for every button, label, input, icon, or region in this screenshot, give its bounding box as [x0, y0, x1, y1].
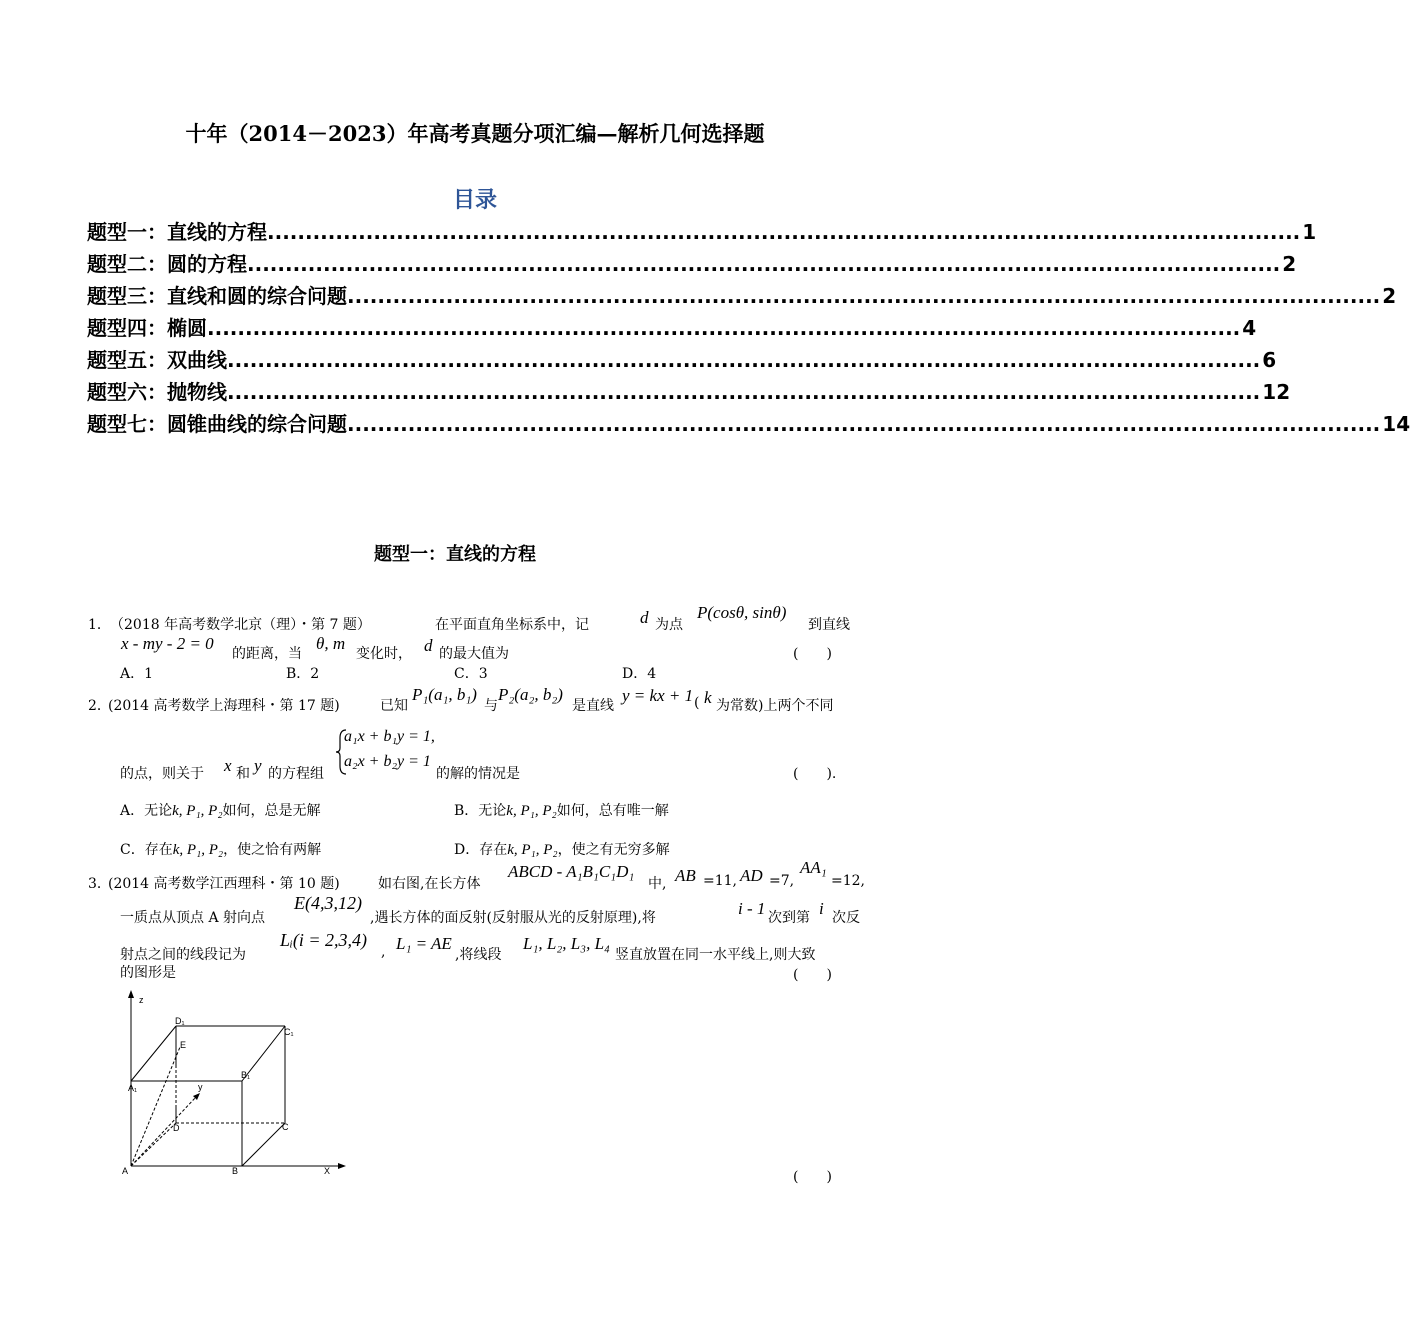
toc-label: 题型三：直线和圆的综合问题	[87, 284, 347, 308]
answer-blank: ( )	[793, 646, 832, 662]
option-label: D．	[622, 666, 648, 682]
toc-label: 题型七：圆锥曲线的综合问题	[87, 412, 347, 436]
question-text: 已知	[380, 698, 408, 714]
label-d: D	[173, 1123, 180, 1133]
question-text: 如右图,在长方体	[378, 876, 481, 892]
option-a[interactable]	[120, 800, 321, 820]
option-label: C．	[454, 666, 479, 682]
label-x: X	[324, 1166, 331, 1176]
math-vars: θ, m	[316, 634, 346, 653]
question-text: 的点，则关于	[120, 766, 204, 782]
answer-blank: ( ).	[793, 766, 837, 782]
math-box: ABCD - A₁B₁C₁D₁	[508, 862, 635, 881]
question-text: (	[694, 695, 700, 711]
question-number: 2．	[88, 698, 111, 714]
math-var: AA₁	[800, 858, 827, 877]
label-e: E	[180, 1040, 187, 1050]
toc-page: 2	[1282, 252, 1297, 276]
ray-a-e	[131, 1047, 180, 1166]
y-axis	[131, 1097, 196, 1166]
option-text: 无论	[144, 803, 173, 819]
option-label: B．	[286, 666, 311, 682]
option-text: 如何，总有唯一解	[556, 803, 669, 819]
question-source: (2014 高考数学上海理科・第 17 题)	[108, 698, 340, 714]
math-point: E(4,3,12)	[294, 893, 362, 913]
question-text: =12,	[831, 873, 865, 889]
toc-item[interactable]	[87, 408, 1410, 440]
math-var: d	[424, 636, 433, 655]
toc-label: 题型二：圆的方程	[87, 252, 247, 276]
toc-item[interactable]	[87, 216, 1317, 248]
label-d1: D₁	[175, 1016, 185, 1026]
option-label: C．	[120, 842, 145, 858]
option-a[interactable]	[120, 663, 153, 683]
option-value: 2	[310, 666, 320, 682]
x-axis-arrow	[338, 1163, 346, 1169]
toc-label: 题型五：双曲线	[87, 348, 227, 372]
toc-label: 题型四：椭圆	[87, 316, 207, 340]
section-title: 题型一：直线的方程	[374, 544, 536, 565]
z-axis-arrow	[128, 990, 134, 998]
question-text: ,	[381, 944, 386, 960]
question-text: ,将线段	[455, 947, 502, 963]
label-a1: A₁	[128, 1083, 138, 1093]
question-text: 到直线	[808, 617, 850, 633]
option-b[interactable]	[454, 800, 669, 820]
math-var: AD	[740, 866, 763, 885]
question-text: 变化时，	[356, 646, 412, 662]
label-z: z	[139, 995, 144, 1005]
edge-a-d	[131, 1123, 176, 1166]
question-text: =7,	[769, 873, 795, 889]
math-point: P(cosθ, sinθ)	[697, 603, 787, 622]
question-text: 竖直放置在同一水平线上,则大致	[615, 947, 816, 963]
option-c[interactable]	[120, 839, 321, 859]
option-text: ，使之恰有两解	[223, 842, 322, 858]
toc-leader: ........................................................................................................................................	[267, 220, 1301, 244]
option-math: k, P₁, P₂	[506, 803, 557, 819]
toc-page: 12	[1262, 380, 1291, 404]
toc-leader: ........................................................................................................................................	[207, 316, 1241, 340]
label-y: y	[198, 1082, 203, 1092]
label-c1: C₁	[284, 1027, 294, 1037]
toc-item[interactable]	[87, 312, 1257, 344]
question-text: 的距离，当	[232, 646, 302, 662]
question-text: 射点之间的线段记为	[120, 947, 246, 963]
question-text: 的最大值为	[439, 646, 509, 662]
math-equation: x - my - 2 = 0	[121, 634, 214, 653]
label-b: B	[232, 1166, 239, 1176]
math-var: AB	[675, 866, 696, 885]
option-b[interactable]	[286, 663, 319, 683]
toc-leader: ........................................................................................................................................	[347, 284, 1381, 308]
question-text: 在平面直角坐标系中，记	[435, 617, 589, 633]
math-equation: L₁ = AE	[396, 934, 452, 953]
toc-page: 6	[1262, 348, 1277, 372]
question-text: 为常数)上两个不同	[716, 698, 834, 714]
toc-item[interactable]	[87, 248, 1297, 280]
math-var: d	[640, 608, 649, 627]
option-text: 如何，总是无解	[222, 803, 321, 819]
math-var: x	[224, 756, 232, 775]
question-text: =11,	[703, 873, 737, 889]
question-text: 次到第	[768, 910, 810, 926]
question-text: 的解的情况是	[436, 766, 520, 782]
toc-label: 题型一：直线的方程	[87, 220, 267, 244]
question-text: ,遇长方体的面反射(反射服从光的反射原理),将	[370, 910, 656, 926]
toc-leader: ........................................................................................................................................	[227, 380, 1261, 404]
toc-item[interactable]	[87, 344, 1277, 376]
question-text: 一质点从顶点 A 射向点	[120, 910, 266, 926]
option-text: 存在	[479, 842, 508, 858]
option-text: 存在	[144, 842, 173, 858]
table-of-contents	[87, 216, 1410, 440]
math-segment: Lᵢ(i = 2,3,4)	[280, 930, 367, 950]
toc-item[interactable]	[87, 376, 1291, 408]
question-text: 和	[236, 766, 250, 782]
toc-page: 1	[1302, 220, 1317, 244]
question-text: 与	[484, 698, 498, 714]
toc-leader: ........................................................................................................................................	[347, 412, 1381, 436]
answer-blank: ( )	[793, 1169, 832, 1185]
option-d[interactable]	[622, 663, 656, 683]
math-var: i	[819, 899, 824, 918]
option-value: 4	[647, 666, 657, 682]
toc-leader: ........................................................................................................................................	[227, 348, 1261, 372]
toc-page: 14	[1382, 412, 1410, 436]
option-math: k, P₁, P₂	[172, 803, 223, 819]
option-c[interactable]	[454, 663, 488, 683]
cuboid-figure	[110, 985, 360, 1180]
question-text: 为点	[655, 617, 683, 633]
label-c: C	[282, 1122, 289, 1132]
question-number: 1．	[88, 617, 111, 633]
label-a: A	[122, 1166, 129, 1176]
math-segments: L₁, L₂, L₃, L₄	[523, 934, 610, 953]
math-equation: y = kx + 1	[622, 686, 694, 705]
math-var: i - 1	[738, 899, 766, 918]
question-source: (2014 高考数学江西理科・第 10 题)	[108, 876, 340, 892]
option-text: 无论	[478, 803, 507, 819]
question-number: 3．	[88, 876, 111, 892]
math-var: k	[704, 688, 712, 707]
option-math: k, P₁, P₂	[172, 842, 224, 858]
option-text: ，使之有无穷多解	[557, 842, 670, 858]
math-equation: a₁x + b₁y = 1,	[344, 728, 435, 745]
toc-page: 4	[1242, 316, 1257, 340]
math-var: y	[254, 756, 262, 775]
math-equation: a₂x + b₂y = 1	[344, 753, 431, 770]
question-text: 是直线	[572, 698, 614, 714]
toc-label: 题型六：抛物线	[87, 380, 227, 404]
answer-blank: ( )	[793, 967, 832, 983]
option-math: k, P₁, P₂	[507, 842, 558, 858]
option-value: 3	[478, 666, 488, 682]
option-value: 1	[144, 666, 154, 682]
math-point: P₁(a₁, b₁)	[412, 685, 477, 704]
option-label: B．	[454, 803, 479, 819]
option-label: A．	[120, 803, 145, 819]
toc-page: 2	[1382, 284, 1397, 308]
question-text: 中,	[648, 876, 667, 892]
toc-leader: ........................................................................................................................................	[247, 252, 1281, 276]
option-label: A．	[120, 666, 145, 682]
question-text: 的图形是	[120, 965, 176, 981]
question-source: （2018 年高考数学北京（理）・第 7 题）	[110, 617, 371, 633]
toc-item[interactable]	[87, 280, 1397, 312]
label-b1: B₁	[241, 1070, 251, 1080]
page-title: 十年（2014－2023）年高考真题分项汇编—解析几何选择题	[185, 121, 765, 146]
toc-heading: 目录	[452, 188, 497, 213]
question-text: 的方程组	[268, 766, 324, 782]
edge-b-c	[242, 1123, 285, 1166]
option-label: D．	[454, 842, 480, 858]
question-text: 次反	[832, 910, 860, 926]
option-d[interactable]	[454, 839, 670, 859]
math-point: P₂(a₂, b₂)	[498, 685, 563, 704]
